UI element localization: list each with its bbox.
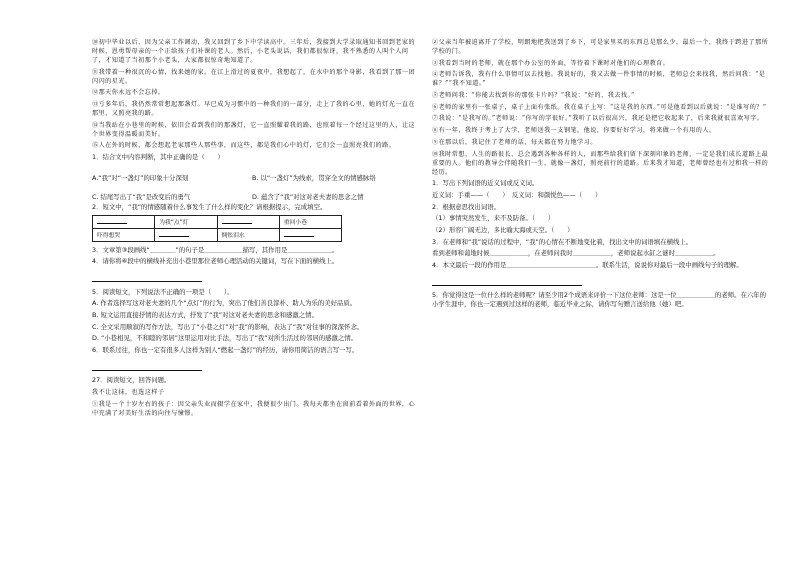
passage-paragraph: ⑮人在外的时候，都会想起老家那些人那些事，而这些，都是我们心中的灯，它们会一直照亮我们的路。: [92, 142, 396, 150]
passage-paragraph: ⑩初中毕业以后，因为父亲工作调动，我又回到了乡下中学读高中。三年后，我接到大学录取通知书回到老家的时候，恩勇帮母亲的一个正给孩子们补课的老人。然后，小老头说话，我们都很惊讶，我不熟悉的人叫个人问了，才知道了当初那个小老头，大家都很惊奇地知道了。: [92, 39, 416, 64]
passage-paragraph: ⑩我时常想，人生的路很长，总会遇到各种各样的人，而那些给我们留下深刻印象的老师，一定是我们成长道路上最重要的人。他们的教导会伴随我们一生，就像一盏灯，照亮前行的道路。后来我才知道，老师曾经也有过和我一样的经历。: [432, 150, 769, 176]
option: C. 结尾写出了“我”是改变后的勇气: [92, 192, 191, 201]
question-2-item: （1）事情突然发生，来不及防备。（ ）: [432, 214, 555, 223]
table-cell: 吓得想哭: [93, 228, 155, 241]
passage-paragraph: ⑫那天你永远不会忘掉。: [92, 89, 165, 97]
question-3: 3．在老师和“我”说话的过程中，“我”的心情在不断地变化着，找出文中的词语填在横线上。: [432, 237, 693, 246]
passage-title: 我不让这抹，也选这样子: [92, 389, 165, 397]
table-cell: 惆怅泪水: [217, 228, 279, 241]
passage-paragraph: ④老师告诉我，我有什么事情可以去找他。我说好的，我又去做一件事情的时候，老师总会来找我，然后问我：“是谁？”“我不知道。”: [432, 71, 766, 88]
table-cell[interactable]: [155, 228, 217, 241]
passage-paragraph: ⑤老师问我：“你能去找到你的那张卡片吗？”我说：“好的，我去找。”: [432, 92, 635, 100]
question-5: 5．阅读短文，下列说法不正确的一项是（ ）。: [92, 287, 234, 296]
answer-line[interactable]: [92, 275, 418, 285]
question-2: 2．短文中，“我”的情感随着什么事发生了什么样的变化？请根据提示，完成填空。: [92, 202, 327, 211]
answer-blank[interactable]: [97, 217, 127, 224]
answer-line[interactable]: [92, 364, 418, 374]
passage-paragraph: ⑥老师的家里有一张桌子，桌子上面有张纸。我在桌子上写：“这是我的东西。”可是他看到以后就说：“是谁写的？”: [432, 103, 767, 111]
passage-paragraph: ⑧有一年，我终于考上了大学，老师送我一支钢笔，他说，你要好好学习，将来做一个有用的人。: [432, 127, 716, 135]
answer-blank[interactable]: [284, 230, 314, 237]
passage-paragraph: ③我看到当时的老师，就在那个办公室的外面，等待着下课时对他们的心理教育。: [432, 59, 670, 67]
option: A.“我”对“一盏灯”的印象十分深刻: [92, 173, 189, 182]
passage-paragraph: ⑨在那以后，我记住了老师的话，每天都在努力地学习。: [432, 138, 597, 146]
option: A. 作者选择写这对老夫妻的几个“点灯”的行为，突出了他们善良淳朴、助人为乐的美好品质。: [92, 299, 357, 308]
passage-paragraph: ⑪我带着一种很沉的心情，找来她的家。在江上滑过的夏夜中，我想起了，在水中的那个身影，我看到了那一团闪闪的星光。: [92, 68, 416, 85]
question-2: 2．根据意思找出词语。: [432, 202, 500, 211]
question-1-items: 近义词：手重——（ ） 反义词：和颜悦色——（ ）: [432, 190, 602, 199]
right-column: [432, 38, 772, 312]
passage-paragraph: ⑦我说：“是我写的。”老师说：“你写的字很好。”我听了以后很高兴，我还是把它收起来了，后来我就很喜欢写字。: [432, 115, 764, 123]
question-2-item: （2）形容广阔无边，多比喻大海或天空。（ ）: [432, 225, 574, 234]
passage-paragraph: ①我是一个十岁左右的孩子：因父亲失业而辍学在家中，我便很少出门。我每天都坐在窗前看着外面的世界，心中充满了对美好生活的向往与憧憬。: [92, 400, 416, 417]
answer-blank[interactable]: [159, 230, 189, 237]
option: D. “小巷相见，不和睦的邻居”这里运用对比手法，写出了“我”对所生活过的邻居的感激之情。: [92, 334, 358, 343]
left-column: [92, 38, 418, 420]
question-4: 4．本文最后一段的作用是＿＿＿＿＿＿＿＿＿＿＿＿＿＿。联系生活，说说你对最后一段中画线句子的理解。: [432, 261, 743, 269]
emotion-table: [92, 215, 342, 242]
section-27-heading: 27．阅读短文，回答问题。: [92, 376, 171, 385]
table-cell[interactable]: [279, 228, 341, 241]
answer-blank[interactable]: [222, 217, 252, 224]
question-6: 6．联系过往，你也一定有很多人这样为别人“燃起一盏灯”的经历，请你用简洁的语言写一写。: [92, 346, 359, 354]
question-5: 5．你觉得这是一位什么样的老师呢？请至少用2个成语来评价一下这位老师：这是一位＿＿＿＿＿＿的老师。在六年的小学生涯中，你也一定遇到过这样的老师，临近毕业之际，请你写句赠言送给他（她）吧。: [432, 291, 767, 309]
question-1: 1．结合文中内容判断，其中正确的是（ ）: [92, 153, 224, 162]
option: B. 短文运用直接抒情的表达方式，抒发了“我”对这对老夫妻的思念和感激之情。: [92, 310, 318, 319]
table-cell: 为我“点”灯: [155, 215, 217, 228]
passage-paragraph: ⑬亏多年后，我仍然常常想起那盏灯。早已成为习惯中的一种我们的一部分，走上了我的心里，她的灯光一直在那里，又照亮我的路。: [92, 101, 416, 118]
question-3: 3．文章第③段画线“＿＿＿＿”的句子是＿＿＿＿＿＿描写，其作用是＿＿＿＿＿＿＿。: [92, 245, 339, 254]
table-cell[interactable]: [217, 215, 279, 228]
option: C. 全文采用顺叙的写作方法，写出了“小巷之灯”对“我”的影响，表达了“我”对往事的深深怀念。: [92, 322, 364, 331]
answer-line[interactable]: [432, 279, 772, 289]
question-4: 4．请你将⑥段中的横线补充出小巷里那位老师心理活动的关键词，写在下面的横线上。: [92, 257, 339, 266]
table-cell: 重回小巷: [279, 215, 341, 228]
option: D. 蕴含了“我”对这对老夫妻的思念之情: [252, 192, 364, 201]
option: B. 以“一盏灯”为线索，贯穿全文的情感脉络: [252, 173, 376, 182]
table-cell[interactable]: [93, 215, 155, 228]
passage-paragraph: ②父亲当年被迫离开了学校，明朗地把我送到了乡下，可是家里买的东西总是那么少，最后一个，我终于跨进了那所学校的门。: [432, 39, 769, 55]
passage-paragraph: ⑭当我站在小巷里的时候，依旧会看到我们的那盏灯，它一直照耀着我的路，也照着每一个经过这里的人，让这个世界变得温暖而美好。: [92, 121, 416, 138]
question-1: 1．写出下列词语的近义词或反义词。: [432, 179, 539, 188]
question-3-blanks: 看到老师和蔼地时候＿＿＿＿＿＿，在老师问我时＿＿＿＿＿＿，老师说起水缸之谜时＿＿＿＿＿＿。: [432, 249, 720, 258]
